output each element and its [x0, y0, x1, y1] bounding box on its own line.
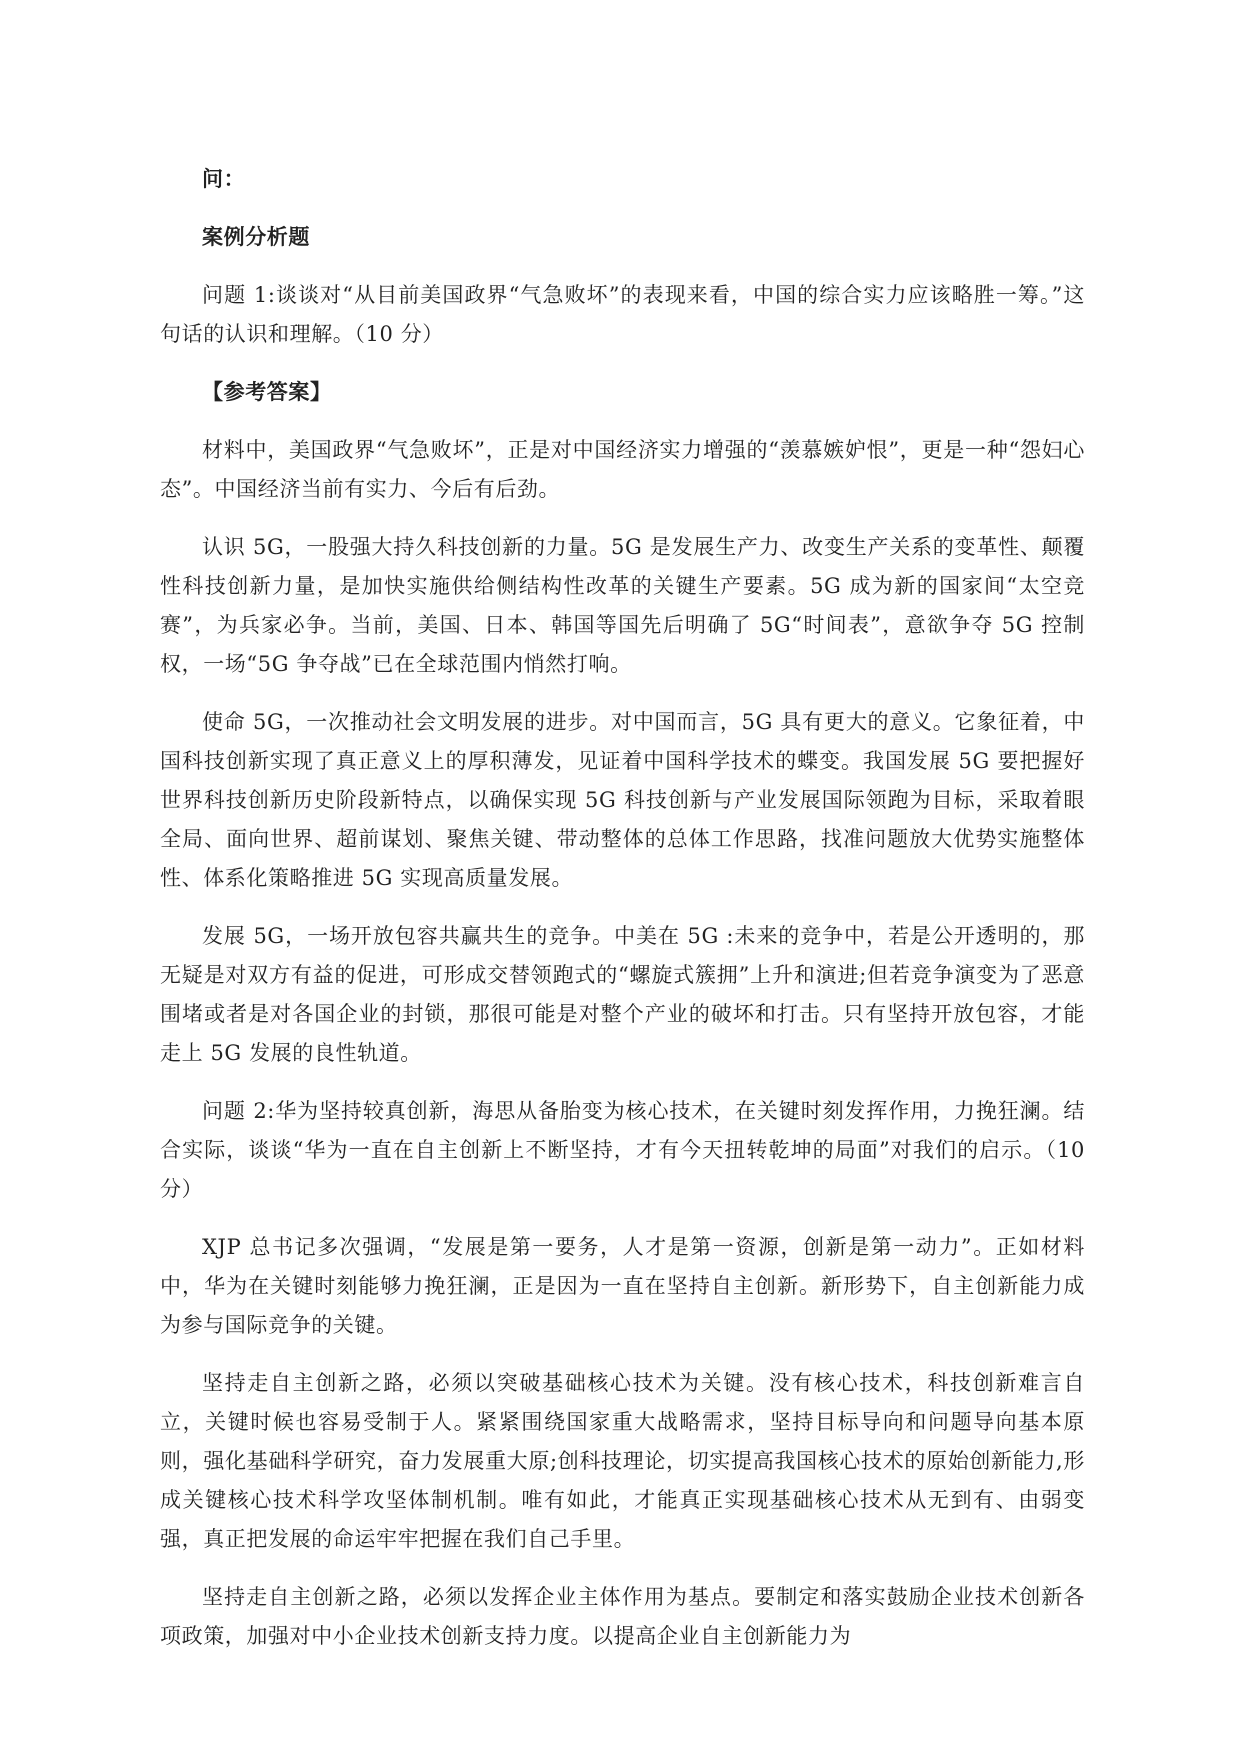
- answer-label: 【参考答案】: [202, 380, 332, 404]
- paragraph: 发展 5G，一场开放包容共赢共生的竞争。中美在 5G :未来的竞争中，若是公开透明的，那无疑是对双方有益的促进，可形成交替领跑式的“螺旋式簇拥”上升和演进;但若竞争演变为了恶意围堵或者是对各国企业的封锁，那很可能是对整个产业的破坏和打击。只有坚持开放包容，才能走上 5G 发展的良性轨道。: [160, 924, 1085, 1065]
- paragraph: 认识 5G，一股强大持久科技创新的力量。5G 是发展生产力、改变生产关系的变革性、颠覆性科技创新力量，是加快实施供给侧结构性改革的关键生产要素。5G 成为新的国家间“太空竞赛”，为兵家必争。当前，美国、日本、韩国等国先后明确了 5G“时间表”，意欲争夺 5G 控制权，一场“5G 争夺战”已在全球范围内悄然打响。: [160, 535, 1085, 676]
- paragraph: 坚持走自主创新之路，必须以发挥企业主体作用为基点。要制定和落实鼓励企业技术创新各项政策，加强对中小企业技术创新支持力度。以提高企业自主创新能力为: [160, 1585, 1085, 1648]
- question-label: 问：: [202, 167, 246, 191]
- section-title: 案例分析题: [202, 225, 310, 249]
- paragraph: 使命 5G，一次推动社会文明发展的进步。对中国而言，5G 具有更大的意义。它象征着，中国科技创新实现了真正意义上的厚积薄发，见证着中国科学技术的蝶变。我国发展 5G 要把握好世界科技创新历史阶段新特点，以确保实现 5G 科技创新与产业发展国际领跑为目标，采取着眼全局、面向世界、超前谋划、聚焦关键、带动整体的总体工作思路，找准问题放大优势实施整体性、体系化策略推进 5G 实现高质量发展。: [160, 710, 1085, 890]
- paragraph: XJP 总书记多次强调，“发展是第一要务，人才是第一资源，创新是第一动力”。正如材料中，华为在关键时刻能够力挽狂澜，正是因为一直在坚持自主创新。新形势下，自主创新能力成为参与国际竞争的关键。: [160, 1235, 1085, 1337]
- question-1-text: 问题 1:谈谈对“从目前美国政界“气急败坏”的表现来看，中国的综合实力应该略胜一筹。”这句话的认识和理解。（10 分）: [160, 283, 1085, 346]
- paragraph: 材料中，美国政界“气急败坏”，正是对中国经济实力增强的“羡慕嫉妒恨”，更是一种“怨妇心态”。中国经济当前有实力、今后有后劲。: [160, 438, 1085, 501]
- paragraph: 坚持走自主创新之路，必须以突破基础核心技术为关键。没有核心技术，科技创新难言自立，关键时候也容易受制于人。紧紧围绕国家重大战略需求，坚持目标导向和问题导向基本原则，强化基础科学研究，奋力发展重大原;创科技理论，切实提高我国核心技术的原始创新能力,形成关键核心技术科学攻坚体制机制。唯有如此，才能真正实现基础核心技术从无到有、由弱变强，真正把发展的命运牢牢把握在我们自己手里。: [160, 1371, 1085, 1551]
- document-page: [160, 160, 1085, 1675]
- question-2-text: 问题 2:华为坚持较真创新，海思从备胎变为核心技术，在关键时刻发挥作用，力挽狂澜。结合实际，谈谈“华为一直在自主创新上不断坚持，才有今天扭转乾坤的局面”对我们的启示。（10 分）: [160, 1099, 1085, 1201]
